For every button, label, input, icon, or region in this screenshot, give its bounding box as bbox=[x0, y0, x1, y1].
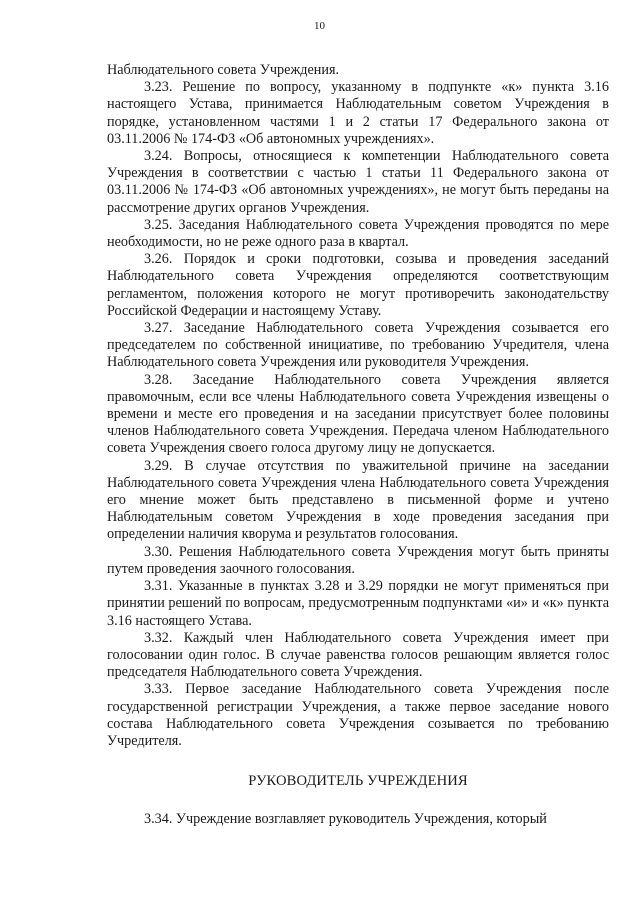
paragraph-3-28: 3.28. Заседание Наблюдательного совета Учреждения является правомочным, если все члены Наблюдательного совета Учреждения извещены о времени и месте его проведения и на заседании присутствует более половины членов Наблюдательного совета Учреждения. Передача членом Наблюдательного совета Учреждения своего голоса другому лицу не допускается. bbox=[107, 371, 609, 457]
section-heading: РУКОВОДИТЕЛЬ УЧРЕЖДЕНИЯ bbox=[248, 773, 468, 790]
paragraph-3-25: 3.25. Заседания Наблюдательного совета Учреждения проводятся по мере необходимости, но не реже одного раза в квартал. bbox=[107, 216, 609, 251]
paragraph-3-34: 3.34. Учреждение возглавляет руководитель Учреждения, который bbox=[144, 811, 547, 828]
paragraph-3-27: 3.27. Заседание Наблюдательного совета Учреждения созывается его председателем по собственной инициативе, по требованию Учредителя, члена Наблюдательного совета Учреждения или руководителя Учреждения. bbox=[107, 320, 609, 371]
paragraph-3-29: 3.29. В случае отсутствия по уважительной причине на заседании Наблюдательного совета Учреждения члена Наблюдательного совета Учреждения его мнение может быть представлено в письменной форме и учтено Наблюдательным советом Учреждения в ходе проведения заседания при определении наличия кворума и результатов голосования. bbox=[107, 457, 609, 543]
page-number: 10 bbox=[314, 20, 325, 32]
paragraph-3-32: 3.32. Каждый член Наблюдательного совета Учреждения имеет при голосовании один голос. В случае равенства голосов решающим является голос председателя Наблюдательного совета Учреждения. bbox=[107, 629, 609, 681]
paragraph-3-23: 3.23. Решение по вопросу, указанному в подпункте «к» пункта 3.16 настоящего Устава, принимается Наблюдательным советом Учреждения в порядке, установленном частями 1 и 2 статьи 17 Федерального закона от 03.11.2006 № 174-ФЗ «Об автономных учреждениях». bbox=[107, 79, 609, 147]
document-body bbox=[107, 62, 609, 829]
paragraph-3-26: 3.26. Порядок и сроки подготовки, созыва и проведения заседаний Наблюдательного совета Учреждения определяются соответствующим регламентом, положения которого не могут противоречить законодательству Российской Федерации и настоящему Уставу. bbox=[107, 251, 609, 319]
paragraph-3-24: 3.24. Вопросы, относящиеся к компетенции Наблюдательного совета Учреждения в соответствии с частью 1 статьи 11 Федерального закона от 03.11.2006 № 174-ФЗ «Об автономных учреждениях», не могут быть переданы на рассмотрение других органов Учреждения. bbox=[107, 148, 609, 216]
paragraph-continuation: Наблюдательного совета Учреждения. bbox=[107, 62, 340, 78]
paragraph-3-30: 3.30. Решения Наблюдательного совета Учреждения могут быть приняты путем проведения заочного голосования. bbox=[107, 543, 609, 577]
paragraph-3-33: 3.33. Первое заседание Наблюдательного совета Учреждения после государственной регистрации Учреждения, а также первое заседание нового состава Наблюдательного совета Учреждения созывается по требованию Учредителя. bbox=[107, 681, 609, 749]
paragraph-3-31: 3.31. Указанные в пунктах 3.28 и 3.29 порядки не могут применяться при принятии решений по вопросам, предусмотренным подпунктами «и» и «к» пункта 3.16 настоящего Устава. bbox=[107, 578, 609, 629]
